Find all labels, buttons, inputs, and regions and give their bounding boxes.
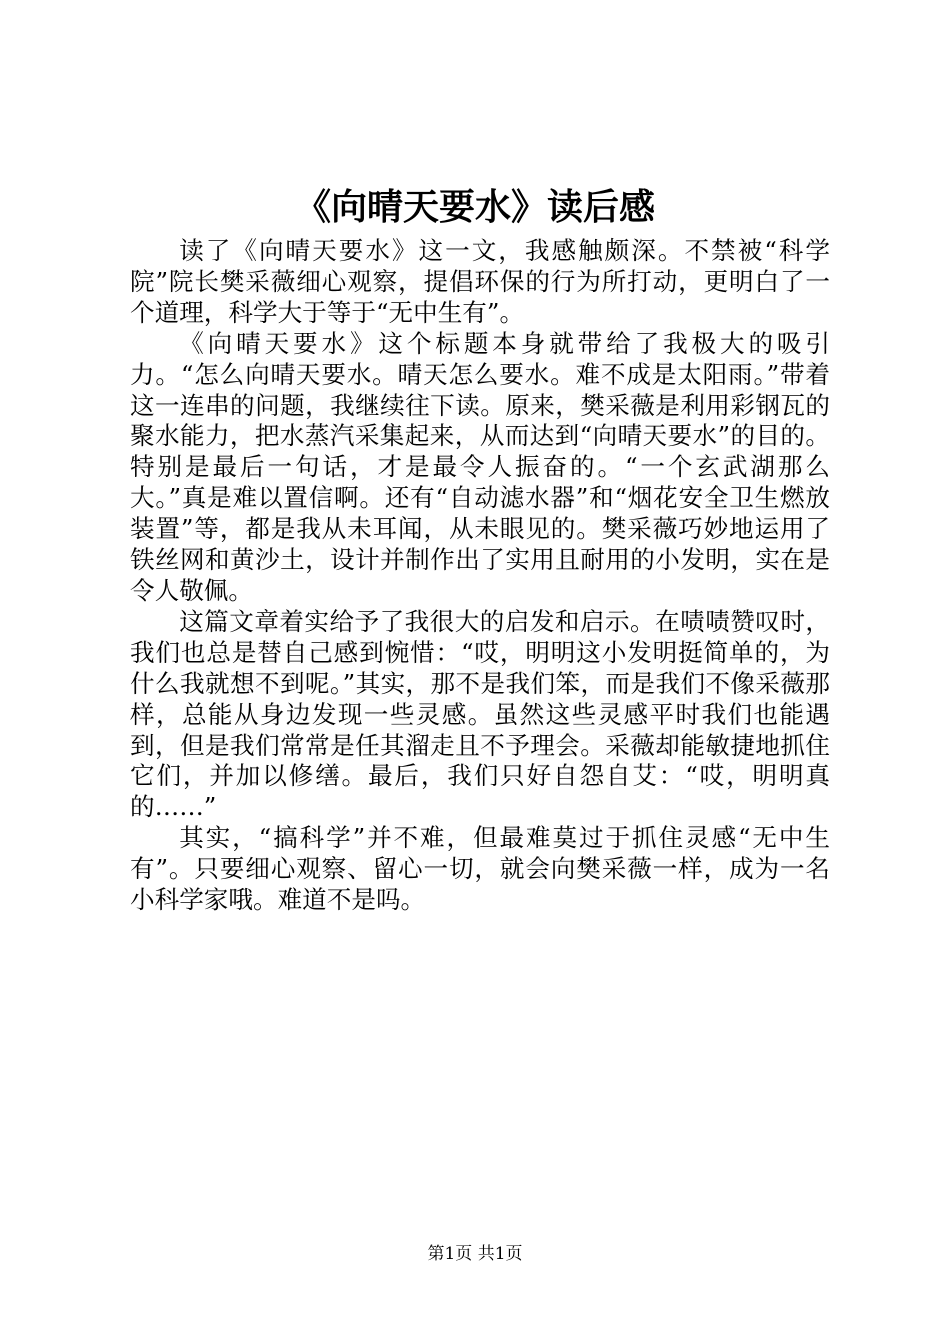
paragraph-3: 这篇文章着实给予了我很大的启发和启示。在啧啧赞叹时，我们也总是替自己感到惋惜：“哎，明明这小发明挺简单的，为什么我就想不到呢。”其实，那不是我们笨，而是我们不像采薇那样，总能从身边发现一些灵感。虽然这些灵感平时我们也能遇到，但是我们常常是任其溜走且不予理会。采薇却能敏捷地抓住它们，并加以修缮。最后，我们只好自怨自艾：“哎，明明真的……” xyxy=(130,606,830,822)
paragraph-2: 《向晴天要水》这个标题本身就带给了我极大的吸引力。“怎么向晴天要水。晴天怎么要水。难不成是太阳雨。”带着这一连串的问题，我继续往下读。原来，樊采薇是利用彩钢瓦的聚水能力，把水蒸汽采集起来，从而达到“向晴天要水”的目的。特别是最后一句话，才是最令人振奋的。“一个玄武湖那么大。”真是难以置信啊。还有“自动滤水器”和“烟花安全卫生燃放装置”等，都是我从未耳闻，从未眼见的。樊采薇巧妙地运用了铁丝网和黄沙土，设计并制作出了实用且耐用的小发明，实在是令人敬佩。 xyxy=(130,328,830,605)
page-footer: 第1页 共1页 xyxy=(427,1244,523,1264)
paragraph-1: 读了《向晴天要水》这一文，我感触颇深。不禁被“科学院”院长樊采薇细心观察，提倡环保的行为所打动，更明白了一个道理，科学大于等于“无中生有”。 xyxy=(130,236,830,327)
document-title: 《向晴天要水》读后感 xyxy=(294,186,655,228)
paragraph-4: 其实，“搞科学”并不难，但最难莫过于抓住灵感“无中生有”。只要细心观察、留心一切，就会向樊采薇一样，成为一名小科学家哦。难道不是吗。 xyxy=(130,823,830,915)
document-body xyxy=(130,236,830,916)
